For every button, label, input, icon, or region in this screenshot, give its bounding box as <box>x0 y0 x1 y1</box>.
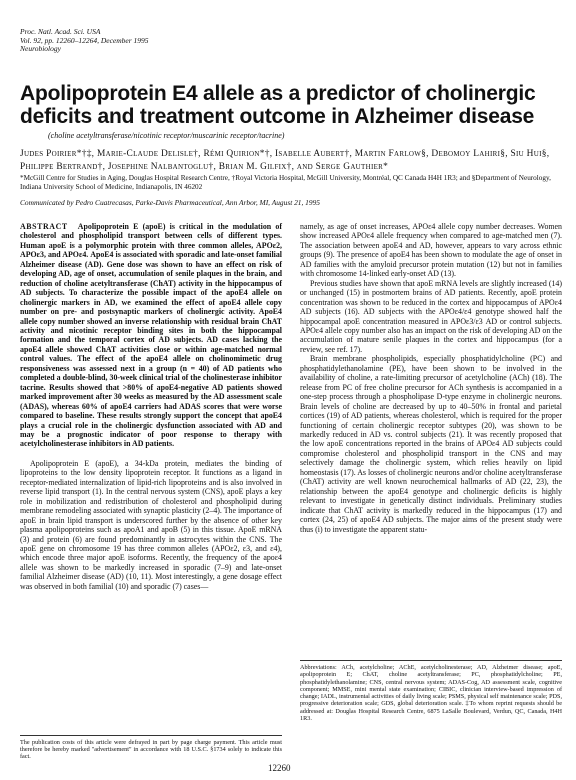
page-number: 12260 <box>268 763 291 773</box>
left-column <box>20 222 282 591</box>
keywords: (choline acetyltransferase/nicotinic receptor/muscarinic receptor/tacrine) <box>48 131 285 140</box>
body-paragraph-3: Brain membrane phospholipids, especially phosphatidylcholine (PC) and phosphatidylethanolamine (PE), have been shown to be involved in the availability of choline, a rate-limiting precursor of acetylcholine (ACh) (18). The release from PC of free choline precursor for ACh synthesis is accompanied in a one-step process through a phospholipase D-type enzyme in cholinergic neurons. Brain levels of choline are decreased by up to 40–50% in frontal and parietal cortices (19) of AD patients, whereas cholesterol, which is required for the proper functioning of certain cholinergic receptor subtypes (20), was shown to be markedly reduced in AD vs. control subjects (21). It was recently proposed that the low apoE concentrations reported in the brains of APOε4 AD subjects could compromise cholesterol and phospholipid transport in the CNS and may selectively damage the cholinergic system, which relies heavily on lipid homeostasis (17). As losses of cholinergic neurons and/or choline acetyltransferase (ChAT) activity are well known neurochemical hallmarks of AD (22, 23), the relationship between the apoE4 genotype and cholinergic deficits is highly relevant to investigate in genetically distinct individuals. Preliminary studies indicate that ChAT activity is markedly reduced in the hippocampus (17) and cortex (24, 25) of apoE4 AD subjects. The major aims of the present study were thus (i) to investigate the apparent statu- <box>300 354 562 534</box>
journal-volume: Vol. 92, pp. 12260–12264, December 1995 <box>20 35 149 45</box>
abstract <box>20 222 282 449</box>
affiliations: *McGill Centre for Studies in Aging, Douglas Hospital Research Centre, †Royal Victoria Hospital, McGill University, Montréal, QC Canada H4H 1R3; and §Department of Neurology, Indiana University School of Medicine, Indianapolis, IN 46202 <box>20 174 551 191</box>
paper-title: Apolipoprotein E4 allele as a predictor of cholinergic deficits and treatment outcome in Alzheimer disease <box>20 82 536 128</box>
abbreviations-footnote: Abbreviations: ACh, acetylcholine; AChE, acetylcholinesterase; AD, Alzheimer disease; apoE, apolipoprotein E; ChAT, choline acetyltransferase; PC, phosphatidylcholine; PE, phosphatidylethanolamine; CNS, central nervous system; ADAS-Cog, AD assessment scale, cognitive component; MMSE, mini mental state examination; CIBIC, clinician interview-based impression of change; IADL, instrumental activities of daily living scale; PSMS, physical self maintenance scale; PDS, progressive deterioration scale; GDS, global deterioration scale. ‡To whom reprint requests should be addressed at: Douglas Hospital Research Centre, 6875 LaSalle Boulevard, Verdun, QC, Canada, H4H 1R3. <box>300 660 562 722</box>
body-paragraph-2: Previous studies have shown that apoE mRNA levels are slightly increased (14) or unchanged (15) in postmortem brains of AD patients. Recently, apoE protein concentration was shown to be reduced in the cortex and hippocampus of APOε4 AD subjects (16). AD subjects with the APOε4/ε4 genotype showed half the hippocampal apoE concentration measured in APOε3/ε3 AD or control subjects. APOε4 allele copy number also has an impact on the risk of developing AD on the accumulation of mature senile plaques in the cortex and hippocampus (for a review, see ref. 17). <box>300 278 562 354</box>
communicated-by: Communicated by Pedro Cuatrecasas, Parke-Davis Pharmaceutical, Ann Arbor, MI, August 21, 1995 <box>20 198 320 207</box>
journal-section: Neurobiology <box>20 44 61 54</box>
journal-header <box>20 28 149 54</box>
publication-footnote: The publication costs of this article were defrayed in part by page charge payment. This article must therefore be hereby marked "advertisement" in accordance with 18 U.S.C. §1734 solely to indicate this fact. <box>20 735 282 761</box>
abstract-text: Apolipoprotein E (apoE) is critical in the modulation of cholesterol and phospholipid transport between cells of different types. Human apoE is a polymorphic protein with three common alleles, APOε2, APOε3, and APOε4. ApoE4 is associated with sporadic and late-onset familial Alzheimer disease (AD). Gene dose was shown to have an effect on risk of developing AD, age of onset, accumulation of senile plaques in the brain, and reduction of choline acetyltransferase (ChAT) activity in the hippocampus of AD subjects. To characterize the possible impact of the apoE4 allele on cholinergic markers in AD, we examined the effect of apoE4 allele copy number on pre- and postsynaptic markers of cholinergic activity. ApoE4 allele copy number showed an inverse relationship with residual brain ChAT activity and nicotinic receptor binding sites in both the hippocampal formation and the temporal cortex of AD subjects. AD cases lacking the apoE4 allele showed ChAT activities close or within age-matched normal control values. The effect of the apoE4 allele on cholinomimetic drug responsiveness was assessed next in a group (n = 40) of AD patients who completed a double-blind, 30-week clinical trial of the cholinesterase inhibitor tacrine. Results showed that >80% of apoE4-negative AD patients showed marked improvement after 30 weeks as measured by the AD assessment scale (ADAS), whereas 60% of apoE4 carriers had ADAS scores that were worse compared to baseline. These results strongly support the concept that apoE4 plays a crucial role in the cholinergic dysfunction associated with AD and may be a prognostic indicator of poor response to therapy with acetylcholinesterase inhibitors in AD patients. <box>20 222 282 449</box>
author-list: Judes Poirier*†‡, Marie-Claude Delisle†, Rémi Quirion*†, Isabelle Aubert†, Martin Farlow§, Debomoy Lahiri§, Siu Hui§, Philippe Bertrand†, Josephine Nalbantoglu†, Brian M. Gilfix†, and Serge Gauthier* <box>20 149 550 172</box>
journal-name: Proc. Natl. Acad. Sci. USA <box>20 27 101 36</box>
abstract-label: ABSTRACT <box>20 222 68 231</box>
body-paragraph-intro: Apolipoprotein E (apoE), a 34-kDa protein, mediates the binding of lipoproteins to the low density lipoprotein receptor. It functions as a ligand in receptor-mediated internalization of lipid-rich lipoproteins and is also involved in reverse lipid transport (1). In the central nervous system (CNS), apoE plays a key role in mobilization and redistribution of cholesterol and phospholipid during membrane remodeling associated with synaptic plasticity (2–4). The importance of apoE in brain lipid transport is underscored further by the absence of other key plasma apolipoproteins such as apoA1 and apoB (5) in this tissue. ApoE mRNA (3) and protein (6) are found predominantly in astrocytes within the CNS. The apoE gene on chromosome 19 has three common alleles (APOε2, ε3, and ε4), which encode three major apoE isoforms. Recently, the frequency of the apoε4 allele was shown to be markedly increased in sporadic (7–9) and late-onset familial Alzheimer disease (AD) (10, 11). Most interestingly, a gene dosage effect was observed in both familial (10) and sporadic (7) cases— <box>20 458 282 591</box>
right-column <box>300 222 562 534</box>
body-paragraph-1: namely, as age of onset increases, APOε4 allele copy number decreases. Women show increased APOε4 allele frequency when compared to age-matched men (7). The association between apoE4 and AD, however, appears to vary across ethnic groups (9). The presence of apoE4 has been shown to modulate the age of onset in AD families with the amyloid precursor protein mutation (12) but not in families with chromosome 14-linked early-onset AD (13). <box>300 222 562 279</box>
